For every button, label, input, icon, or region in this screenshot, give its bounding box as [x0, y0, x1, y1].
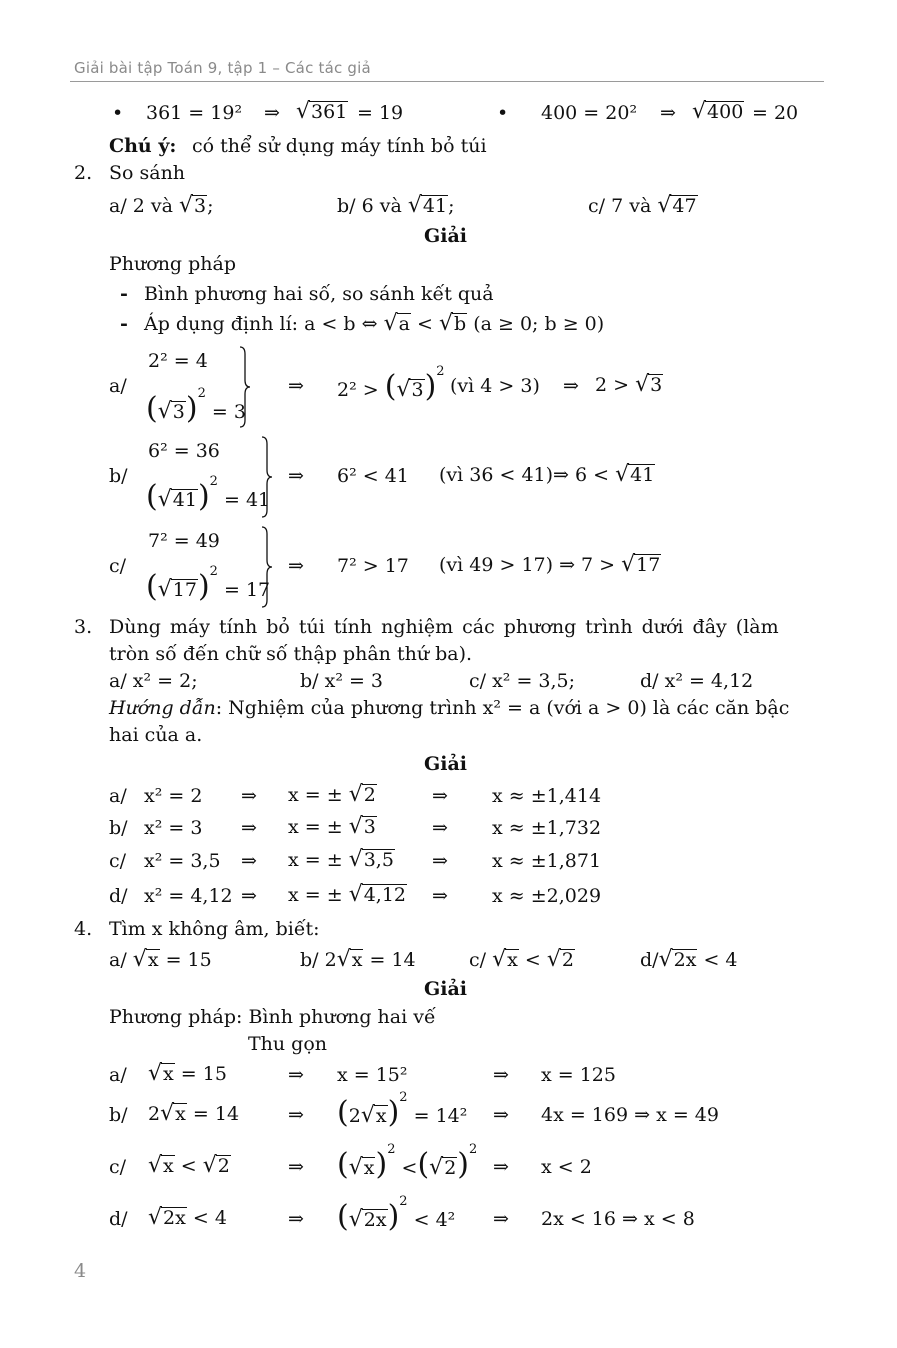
p3-row-c-approx: x ≈ ±1,871 — [492, 850, 602, 872]
implies-icon: ⇒ — [288, 1104, 304, 1126]
implies-icon: ⇒ — [288, 1208, 304, 1230]
p2-step2: Áp dụng định lí: a < b ⇔ √a < √b (a ≥ 0; b ≥ 0) — [144, 311, 605, 336]
p3-qa: a/ x² = 2; — [109, 670, 198, 692]
implies-icon: ⇒ — [493, 1208, 509, 1230]
p4d-squared: $(√2x)^2 < 4^2$ — [337, 1193, 456, 1234]
implies-icon: ⇒ — [241, 850, 257, 872]
p4b-squared: $(2√x)^2 = 14^2$ — [337, 1089, 468, 1130]
p2b-line1: 6² = 36 — [148, 440, 220, 462]
page-number: 4 — [74, 1260, 87, 1282]
p4c-eq: √x < √2 — [148, 1153, 230, 1178]
p3-row-a-root: x = ± √2 — [288, 782, 376, 807]
p4d-label: d/ — [109, 1208, 128, 1230]
p2a-why: (vì 4 > 3) — [450, 375, 540, 397]
intro-b-root: √400 — [692, 99, 744, 124]
problem-3-text-2: tròn số đến chữ số thập phân thứ ba). — [109, 643, 473, 665]
implies-icon: ⇒ — [563, 375, 579, 397]
p2a-result: $2^2 > (√3)^2$ — [337, 363, 445, 404]
p3-row-c-eq: x² = 3,5 — [144, 850, 221, 872]
p3-row-d-approx: x ≈ ±2,029 — [492, 885, 602, 907]
problem-2-title: So sánh — [109, 162, 186, 184]
intro-a-root: √361 — [296, 99, 348, 124]
intro-b-right: = 20 — [752, 102, 799, 124]
p2b-line2: $(√41)^2 = 41$ — [146, 473, 271, 514]
p3-row-a-approx: x ≈ ±1,414 — [492, 785, 602, 807]
implies-icon: ⇒ — [288, 1064, 304, 1086]
p3-row-b-approx: x ≈ ±1,732 — [492, 817, 602, 839]
p4a-step1: x = 15² — [337, 1064, 408, 1086]
p4-qc: c/ √x < √2 — [469, 947, 574, 972]
p2-qb: b/ 6 và √41; — [337, 193, 455, 218]
p3-row-d-root: x = ± √4,12 — [288, 882, 407, 907]
problem-2-number: 2. — [74, 162, 93, 184]
implies-icon: ⇒ — [493, 1064, 509, 1086]
p2c-line2: $(√17)^2 = 17$ — [146, 563, 271, 604]
implies-icon: ⇒ — [432, 817, 448, 839]
p2-qc: c/ 7 và √47 — [588, 193, 697, 218]
p4c-step2: x < 2 — [541, 1156, 592, 1178]
intro-a-left: 361 = 19² — [146, 102, 243, 124]
p4-method: Phương pháp: Bình phương hai vế — [109, 1006, 436, 1028]
p4b-eq: 2√x = 14 — [148, 1101, 240, 1126]
p3-row-a-eq: x² = 2 — [144, 785, 203, 807]
p2a-conclusion: 2 > √3 — [595, 372, 663, 397]
dash-icon: - — [120, 283, 128, 305]
p4b-step2: 4x = 169 ⇒ x = 49 — [541, 1104, 719, 1126]
header-rule — [70, 81, 824, 82]
p3-hint-2: hai của a. — [109, 724, 203, 746]
p4-qb: b/ 2√x = 14 — [300, 947, 416, 972]
p2a-label: a/ — [109, 375, 127, 397]
p2b-label: b/ — [109, 465, 128, 487]
intro-a-right: = 19 — [357, 102, 404, 124]
problem-4-title: Tìm x không âm, biết: — [109, 918, 320, 940]
note-label: Chú ý: — [109, 135, 177, 157]
intro-b-left: 400 = 20² — [541, 102, 638, 124]
p4d-step2: 2x < 16 ⇒ x < 8 — [541, 1208, 695, 1230]
implies-icon: ⇒ — [432, 850, 448, 872]
p4-qd: d/√2x < 4 — [640, 947, 738, 972]
p3-qc: c/ x² = 3,5; — [469, 670, 576, 692]
implies-icon: ⇒ — [432, 885, 448, 907]
p2-solution-heading: Giải — [424, 225, 467, 247]
p2c-label: c/ — [109, 555, 127, 577]
note-text: có thể sử dụng máy tính bỏ túi — [192, 135, 487, 157]
p4b-label: b/ — [109, 1104, 128, 1126]
p2c-result: 7² > 17 — [337, 555, 409, 577]
implies-icon: ⇒ — [264, 102, 280, 124]
p3-hint: Hướng dẫn: Nghiệm của phương trình x² = a (với a > 0) là các căn bậc — [109, 697, 790, 719]
implies-icon: ⇒ — [432, 785, 448, 807]
bullet-icon: • — [112, 102, 124, 124]
p4a-label: a/ — [109, 1064, 127, 1086]
p3-row-d-eq: x² = 4,12 — [144, 885, 233, 907]
implies-icon: ⇒ — [288, 1156, 304, 1178]
p2c-brace — [260, 526, 274, 608]
implies-icon: ⇒ — [288, 465, 304, 487]
p3-row-b-eq: x² = 3 — [144, 817, 203, 839]
p4d-eq: √2x < 4 — [148, 1205, 227, 1230]
implies-icon: ⇒ — [241, 885, 257, 907]
implies-icon: ⇒ — [660, 102, 676, 124]
p2b-why: (vì 36 < 41)⇒ 6 < √41 — [439, 462, 655, 487]
p3-qd: d/ x² = 4,12 — [640, 670, 754, 692]
implies-icon: ⇒ — [288, 555, 304, 577]
p2b-brace — [260, 436, 274, 518]
implies-icon: ⇒ — [493, 1104, 509, 1126]
p3-row-b-label: b/ — [109, 817, 128, 839]
p2-method: Phương pháp — [109, 253, 237, 275]
problem-3-number: 3. — [74, 616, 93, 638]
p3-row-c-root: x = ± √3,5 — [288, 847, 394, 872]
problem-4-number: 4. — [74, 918, 93, 940]
dash-icon: - — [120, 313, 128, 335]
p4-method-2: Thu gọn — [248, 1033, 328, 1055]
running-header: Giải bài tập Toán 9, tập 1 – Các tác giả — [74, 59, 371, 77]
bullet-icon: • — [497, 102, 509, 124]
p3-row-b-root: x = ± √3 — [288, 814, 376, 839]
implies-icon: ⇒ — [241, 785, 257, 807]
p2-qa: a/ 2 và √3; — [109, 193, 214, 218]
p4-solution-heading: Giải — [424, 978, 467, 1000]
p2c-why: (vì 49 > 17) ⇒ 7 > √17 — [439, 552, 661, 577]
p2a-line1: 2² = 4 — [148, 350, 208, 372]
p4a-step2: x = 125 — [541, 1064, 616, 1086]
p3-qb: b/ x² = 3 — [300, 670, 384, 692]
p2c-line1: 7² = 49 — [148, 530, 220, 552]
p4c-label: c/ — [109, 1156, 127, 1178]
implies-icon: ⇒ — [493, 1156, 509, 1178]
p2a-brace — [238, 346, 252, 428]
p4-qa: a/ √x = 15 — [109, 947, 212, 972]
problem-3-text-1: Dùng máy tính bỏ túi tính nghiệm các phương trình dưới đây (làm — [109, 616, 779, 638]
p4c-squared: $(√x)^2 <(√2)^2$ — [337, 1141, 478, 1182]
p3-row-d-label: d/ — [109, 885, 128, 907]
p3-solution-heading: Giải — [424, 753, 467, 775]
p2b-result: 6² < 41 — [337, 465, 409, 487]
p4a-eq: √x = 15 — [148, 1061, 227, 1086]
implies-icon: ⇒ — [241, 817, 257, 839]
p3-row-c-label: c/ — [109, 850, 127, 872]
p3-row-a-label: a/ — [109, 785, 127, 807]
implies-icon: ⇒ — [288, 375, 304, 397]
p2-step1: Bình phương hai số, so sánh kết quả — [144, 283, 494, 305]
p2a-line2: $(√3)^2 = 3$ — [146, 385, 246, 426]
